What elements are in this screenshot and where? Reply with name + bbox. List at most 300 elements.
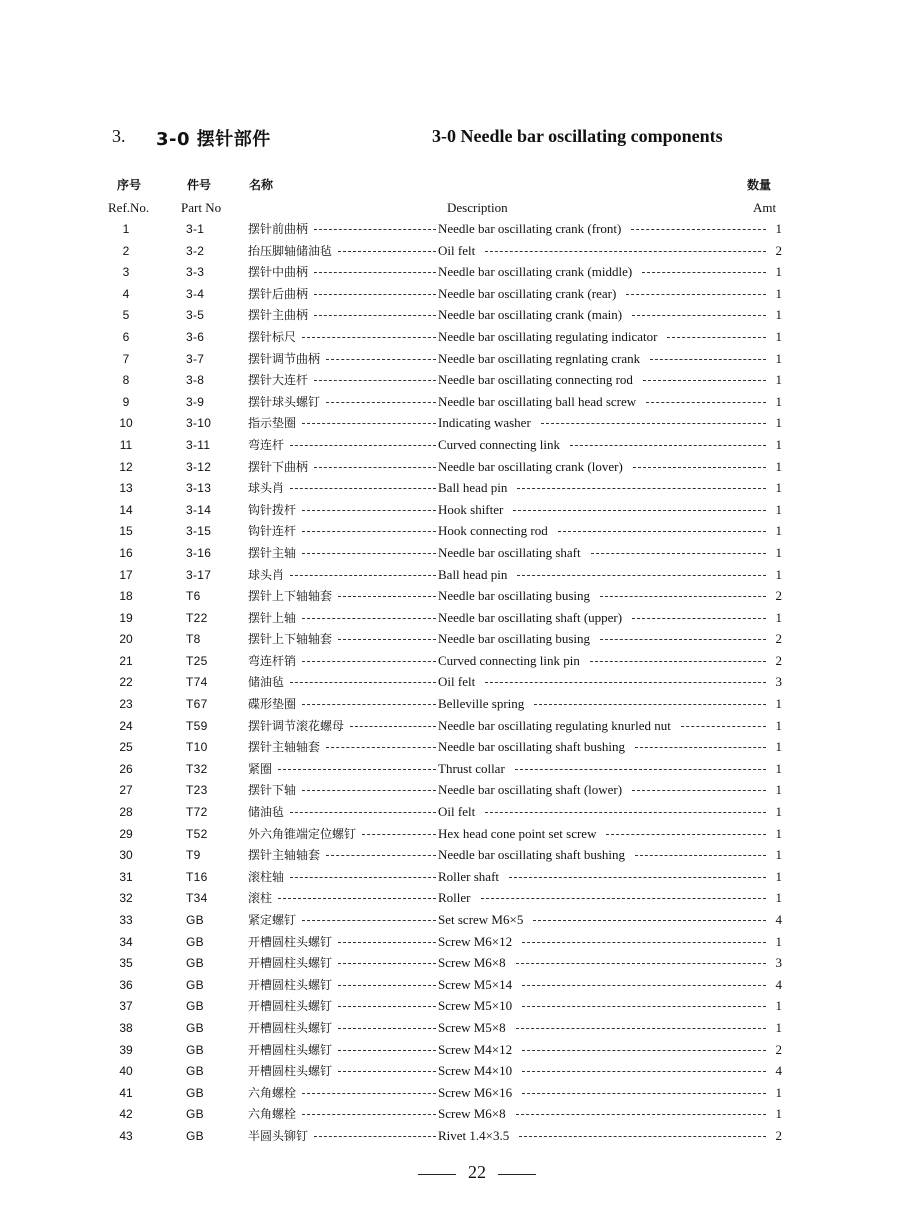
- footer-rule-right: [498, 1174, 536, 1175]
- table-row: [0, 327, 900, 349]
- part-no-cell: T23: [186, 783, 208, 798]
- amount-cell: 1: [775, 933, 782, 949]
- amount-cell: 1: [775, 393, 782, 409]
- leader-dashes: [338, 1061, 436, 1072]
- ref-cell: 14: [119, 502, 133, 517]
- ref-cell: 36: [119, 977, 133, 992]
- leader-dashes: [302, 651, 436, 662]
- leader-dashes: [326, 349, 436, 360]
- ref-cell: 15: [119, 524, 133, 539]
- description-cell: Curved connecting link pin: [438, 652, 580, 668]
- english-title: 3-0 Needle bar oscillating components: [432, 126, 723, 146]
- description-cell: Needle bar oscillating shaft bushing: [438, 739, 626, 755]
- leader-dashes: [338, 953, 436, 964]
- name-cn-cell: 抬压脚轴储油毡: [248, 243, 333, 258]
- page-number: 22: [468, 1162, 486, 1182]
- part-no-cell: GB: [186, 1128, 204, 1143]
- ref-cell: 10: [119, 416, 133, 431]
- description-cell: Needle bar oscillating regulating knurled nut: [438, 717, 671, 733]
- leader-dashes: [314, 305, 436, 316]
- name-cn-cell: 开槽圆柱头螺钉: [248, 956, 333, 971]
- description-cell: Needle bar oscillating connecting rod: [438, 372, 633, 388]
- description-cell: Needle bar oscillating busing: [438, 631, 590, 647]
- leader-dashes: [302, 413, 436, 424]
- leader-dashes: [517, 565, 766, 576]
- description-cell: Needle bar oscillating crank (front): [438, 221, 622, 236]
- part-no-cell: GB: [186, 1042, 204, 1057]
- leader-dashes: [278, 759, 436, 770]
- name-cn-cell: 开槽圆柱头螺钉: [248, 977, 333, 992]
- leader-dashes: [314, 284, 436, 295]
- leader-dashes: [290, 565, 436, 576]
- part-no-cell: T25: [186, 653, 208, 668]
- ref-cell: 35: [119, 956, 133, 971]
- amount-cell: 2: [775, 588, 782, 604]
- description-cell: Needle bar oscillating busing: [438, 588, 590, 604]
- part-no-cell: 3-3: [186, 265, 205, 280]
- ref-cell: 37: [119, 999, 133, 1014]
- leader-dashes: [326, 845, 436, 856]
- ref-cell: 13: [119, 481, 133, 496]
- part-no-cell: 3-1: [186, 222, 205, 236]
- ref-cell: 18: [119, 589, 133, 604]
- name-cn-cell: 摆针主轴轴套: [248, 740, 321, 755]
- part-no-cell: T74: [186, 675, 208, 690]
- leader-dashes: [302, 910, 436, 921]
- leader-dashes: [516, 1104, 766, 1115]
- amount-cell: 1: [775, 782, 782, 798]
- amount-cell: 2: [775, 631, 782, 647]
- name-cn-cell: 碟形垫圈: [248, 697, 297, 712]
- leader-dashes: [338, 975, 436, 986]
- leader-dashes: [533, 910, 766, 921]
- leader-dashes: [522, 975, 766, 986]
- name-cn-cell: 摆针前曲柄: [248, 222, 309, 236]
- ref-cell: 41: [119, 1085, 133, 1100]
- leader-dashes: [667, 327, 766, 338]
- description-cell: Needle bar oscillating shaft (upper): [438, 609, 623, 625]
- table-row: [0, 802, 900, 824]
- leader-dashes: [517, 478, 766, 489]
- name-cn-cell: 摆针主轴: [248, 545, 297, 560]
- amount-cell: 2: [775, 652, 782, 668]
- leader-dashes: [338, 629, 436, 640]
- table-row: [0, 500, 900, 522]
- leader-dashes: [600, 586, 766, 597]
- table-row: [0, 543, 900, 565]
- leader-dashes: [626, 284, 766, 295]
- leader-dashes: [590, 651, 766, 662]
- part-no-cell: T32: [186, 761, 208, 776]
- ref-cell: 23: [119, 697, 133, 712]
- part-header-cn: 件号: [187, 178, 212, 192]
- amount-cell: 1: [775, 480, 782, 496]
- amount-cell: 4: [775, 976, 782, 992]
- amount-cell: 1: [775, 307, 782, 323]
- leader-dashes: [350, 716, 436, 727]
- name-header-cn: 名称: [249, 178, 274, 192]
- part-no-cell: GB: [186, 977, 204, 992]
- part-no-cell: 3-5: [186, 308, 205, 323]
- amount-cell: 1: [775, 328, 782, 344]
- ref-cell: 40: [119, 1064, 133, 1079]
- ref-cell: 19: [119, 610, 133, 625]
- name-cn-cell: 开槽圆柱头螺钉: [248, 934, 333, 949]
- leader-dashes: [302, 500, 436, 511]
- part-no-cell: 3-15: [186, 524, 212, 539]
- description-cell: Needle bar oscillating regulating indicator: [438, 328, 658, 344]
- amount-cell: 1: [775, 285, 782, 301]
- name-cn-cell: 球头肖: [248, 481, 285, 496]
- ref-cell: 30: [119, 848, 133, 863]
- leader-dashes: [314, 1126, 436, 1137]
- ref-cell: 1: [122, 222, 130, 236]
- name-cn-cell: 摆针中曲柄: [248, 265, 309, 280]
- table-row: [0, 824, 900, 846]
- leader-dashes: [681, 716, 766, 727]
- table-row: [0, 521, 900, 543]
- leader-dashes: [326, 737, 436, 748]
- part-no-cell: 3-11: [186, 437, 211, 452]
- part-no-cell: T52: [186, 826, 208, 841]
- amount-cell: 1: [775, 1084, 782, 1100]
- description-cell: Curved connecting link: [438, 436, 561, 452]
- table-row: [0, 370, 900, 392]
- table-row: [0, 241, 900, 263]
- description-cell: Needle bar oscillating regnlating crank: [438, 350, 641, 366]
- name-cn-cell: 摆针上下轴轴套: [248, 632, 333, 647]
- leader-dashes: [650, 349, 766, 360]
- description-cell: Oil felt: [438, 804, 476, 820]
- table-row: [0, 651, 900, 673]
- ref-cell: 33: [119, 913, 133, 927]
- name-cn-cell: 开槽圆柱头螺钉: [248, 1064, 333, 1079]
- leader-dashes: [522, 1083, 766, 1094]
- leader-dashes: [338, 996, 436, 1007]
- table-row: [0, 435, 900, 457]
- ref-cell: 25: [119, 740, 133, 755]
- ref-cell: 42: [119, 1107, 133, 1122]
- ref-cell: 16: [119, 545, 133, 560]
- leader-dashes: [515, 759, 766, 770]
- part-no-cell: 3-12: [186, 459, 212, 474]
- table-row: [0, 953, 900, 975]
- table-row: [0, 694, 900, 716]
- leader-dashes: [632, 305, 766, 316]
- ref-cell: 21: [119, 653, 133, 668]
- name-cn-cell: 摆针主轴轴套: [248, 848, 321, 863]
- amount-cell: 1: [775, 739, 782, 755]
- leader-dashes: [522, 932, 766, 943]
- table-row: [0, 932, 900, 954]
- part-no-cell: GB: [186, 1085, 204, 1100]
- name-cn-cell: 滚柱轴: [248, 869, 285, 884]
- part-no-cell: T72: [186, 805, 208, 820]
- page-footer: [0, 1162, 900, 1186]
- name-cn-cell: 摆针主曲柄: [248, 308, 309, 323]
- leader-dashes: [338, 1018, 436, 1029]
- ref-cell: 5: [122, 308, 130, 323]
- leader-dashes: [519, 1126, 766, 1137]
- name-cn-cell: 储油毡: [248, 805, 285, 820]
- name-cn-cell: 开槽圆柱头螺钉: [248, 999, 333, 1014]
- table-row: [0, 672, 900, 694]
- description-cell: Rivet 1.4×3.5: [438, 1127, 510, 1143]
- description-cell: Screw M5×8: [438, 1019, 506, 1035]
- ref-cell: 9: [122, 394, 130, 409]
- amount-cell: 1: [775, 890, 782, 906]
- name-cn-cell: 开槽圆柱头螺钉: [248, 1042, 333, 1057]
- leader-dashes: [485, 802, 766, 813]
- part-no-cell: 3-6: [186, 329, 205, 344]
- name-cn-cell: 弯连杆: [248, 437, 285, 452]
- part-no-cell: 3-4: [186, 286, 205, 301]
- amount-cell: 1: [775, 501, 782, 517]
- amount-cell: 2: [775, 242, 782, 258]
- section-heading: [0, 124, 900, 150]
- amount-cell: 1: [775, 523, 782, 539]
- leader-dashes: [481, 888, 766, 899]
- description-cell: Hook connecting rod: [438, 523, 548, 539]
- leader-dashes: [600, 629, 766, 640]
- part-no-cell: 3-16: [186, 545, 212, 560]
- amount-cell: 3: [775, 674, 782, 690]
- description-cell: Needle bar oscillating crank (main): [438, 307, 623, 323]
- amount-cell: 4: [775, 1063, 782, 1079]
- description-cell: Oil felt: [438, 242, 476, 258]
- part-no-cell: T16: [186, 869, 208, 884]
- ref-cell: 11: [119, 437, 133, 452]
- table-row: [0, 219, 900, 241]
- ref-cell: 32: [119, 891, 133, 906]
- leader-dashes: [302, 327, 436, 338]
- name-cn-cell: 球头肖: [248, 567, 285, 582]
- part-no-cell: 3-2: [186, 243, 205, 258]
- description-cell: Screw M5×14: [438, 976, 513, 992]
- leader-dashes: [631, 219, 766, 230]
- description-cell: Screw M6×8: [438, 1106, 506, 1122]
- amount-cell: 1: [775, 372, 782, 388]
- leader-dashes: [338, 1040, 436, 1051]
- part-no-cell: T6: [186, 589, 201, 604]
- ref-cell: 3: [122, 265, 130, 280]
- part-no-cell: T67: [186, 697, 208, 712]
- section-number: 3.: [112, 126, 126, 146]
- leader-dashes: [302, 543, 436, 554]
- amount-cell: 1: [775, 717, 782, 733]
- leader-dashes: [558, 521, 766, 532]
- amount-cell: 1: [775, 696, 782, 712]
- description-cell: Needle bar oscillating shaft bushing: [438, 847, 626, 863]
- ref-cell: 7: [122, 351, 130, 366]
- ref-cell: 4: [122, 286, 130, 301]
- description-cell: Needle bar oscillating crank (middle): [438, 264, 633, 280]
- table-row: [0, 349, 900, 371]
- ref-cell: 34: [119, 934, 133, 949]
- name-cn-cell: 摆针下轴: [248, 783, 297, 798]
- name-cn-cell: 摆针后曲柄: [248, 286, 309, 301]
- part-no-cell: T10: [186, 740, 208, 755]
- desc-header-en: Description: [447, 200, 508, 215]
- part-no-cell: T8: [186, 632, 201, 647]
- amount-cell: 1: [775, 760, 782, 776]
- amount-cell: 1: [775, 847, 782, 863]
- amount-cell: 1: [775, 1106, 782, 1122]
- name-cn-cell: 六角螺栓: [248, 1107, 297, 1122]
- leader-dashes: [513, 500, 766, 511]
- table-row: [0, 586, 900, 608]
- leader-dashes: [314, 262, 436, 273]
- part-no-cell: T22: [186, 610, 208, 625]
- ref-cell: 31: [119, 869, 133, 884]
- name-cn-cell: 储油毡: [248, 675, 285, 690]
- description-cell: Thrust collar: [438, 760, 505, 776]
- leader-dashes: [362, 824, 436, 835]
- part-no-cell: 3-17: [186, 567, 212, 582]
- table-row: [0, 759, 900, 781]
- part-no-cell: 3-9: [186, 394, 205, 409]
- amount-cell: 1: [775, 221, 782, 236]
- description-cell: Roller: [438, 890, 471, 906]
- description-cell: Ball head pin: [438, 480, 508, 496]
- amount-cell: 1: [775, 544, 782, 560]
- description-cell: Needle bar oscillating crank (rear): [438, 285, 617, 301]
- parts-list: [0, 219, 900, 1148]
- description-cell: Belleville spring: [438, 696, 525, 712]
- amount-cell: 1: [775, 868, 782, 884]
- amount-cell: 1: [775, 566, 782, 582]
- leader-dashes: [485, 241, 766, 252]
- ref-cell: 26: [119, 761, 133, 776]
- part-no-cell: 3-13: [186, 481, 212, 496]
- leader-dashes: [338, 241, 436, 252]
- amount-cell: 4: [775, 912, 782, 927]
- leader-dashes: [302, 780, 436, 791]
- description-cell: Screw M6×16: [438, 1084, 513, 1100]
- leader-dashes: [485, 672, 766, 683]
- table-row: [0, 975, 900, 997]
- table-row: [0, 716, 900, 738]
- ref-cell: 24: [119, 718, 133, 733]
- leader-dashes: [326, 392, 436, 403]
- description-cell: Oil felt: [438, 674, 476, 690]
- leader-dashes: [541, 413, 766, 424]
- description-cell: Screw M5×10: [438, 998, 513, 1014]
- leader-dashes: [522, 1040, 766, 1051]
- description-cell: Hex head cone point set screw: [438, 825, 597, 841]
- description-cell: Ball head pin: [438, 566, 508, 582]
- amount-cell: 1: [775, 264, 782, 280]
- part-no-cell: GB: [186, 913, 204, 927]
- amount-cell: 1: [775, 804, 782, 820]
- part-no-cell: GB: [186, 1064, 204, 1079]
- leader-dashes: [570, 435, 766, 446]
- leader-dashes: [632, 780, 766, 791]
- leader-dashes: [643, 370, 766, 381]
- ref-cell: 27: [119, 783, 133, 798]
- name-cn-cell: 钩针连杆: [248, 524, 297, 539]
- ref-header-en: Ref.No.: [108, 200, 150, 215]
- part-header-en: Part No: [181, 200, 222, 215]
- amount-cell: 2: [775, 1041, 782, 1057]
- name-cn-cell: 摆针上轴: [248, 610, 297, 625]
- table-row: [0, 1083, 900, 1105]
- description-cell: Screw M6×12: [438, 933, 513, 949]
- leader-dashes: [302, 1104, 436, 1115]
- name-cn-cell: 钩针拨杆: [248, 502, 297, 517]
- description-cell: Needle bar oscillating crank (lover): [438, 458, 623, 474]
- description-cell: Roller shaft: [438, 868, 500, 884]
- leader-dashes: [646, 392, 766, 403]
- name-cn-cell: 指示垫圈: [248, 416, 297, 431]
- ref-cell: 39: [119, 1042, 133, 1057]
- leader-dashes: [290, 867, 436, 878]
- description-cell: Screw M4×10: [438, 1063, 513, 1079]
- part-no-cell: T34: [186, 891, 208, 906]
- amount-cell: 1: [775, 1019, 782, 1035]
- leader-dashes: [290, 802, 436, 813]
- part-no-cell: GB: [186, 934, 204, 949]
- table-row: [0, 608, 900, 630]
- leader-dashes: [509, 867, 766, 878]
- table-row: [0, 478, 900, 500]
- table-row: [0, 780, 900, 802]
- leader-dashes: [314, 370, 436, 381]
- table-row: [0, 1126, 900, 1148]
- part-no-cell: GB: [186, 999, 204, 1014]
- leader-dashes: [338, 932, 436, 943]
- leader-dashes: [591, 543, 766, 554]
- leader-dashes: [516, 1018, 766, 1029]
- leader-dashes: [302, 608, 436, 619]
- ref-cell: 20: [119, 632, 133, 647]
- table-row: [0, 888, 900, 910]
- name-cn-cell: 外六角锥端定位螺钉: [248, 826, 357, 841]
- amount-cell: 1: [775, 825, 782, 841]
- leader-dashes: [522, 1061, 766, 1072]
- ref-cell: 17: [119, 567, 133, 582]
- name-cn-cell: 紧圈: [248, 761, 273, 776]
- leader-dashes: [606, 824, 766, 835]
- leader-dashes: [290, 435, 436, 446]
- ref-cell: 43: [119, 1128, 133, 1143]
- leader-dashes: [290, 478, 436, 489]
- part-no-cell: GB: [186, 956, 204, 971]
- table-row: [0, 1018, 900, 1040]
- ref-cell: 29: [119, 826, 133, 841]
- name-cn-cell: 滚柱: [248, 891, 273, 906]
- amount-cell: 1: [775, 609, 782, 625]
- description-cell: Set screw M6×5: [438, 912, 524, 927]
- table-row: [0, 1104, 900, 1126]
- amount-cell: 1: [775, 415, 782, 431]
- table-row: [0, 392, 900, 414]
- table-row: [0, 737, 900, 759]
- name-cn-cell: 六角螺栓: [248, 1085, 297, 1100]
- amt-header-cn: 数量: [747, 178, 772, 192]
- description-cell: Screw M6×8: [438, 955, 506, 971]
- leader-dashes: [633, 457, 766, 468]
- leader-dashes: [338, 586, 436, 597]
- description-cell: Needle bar oscillating shaft: [438, 544, 581, 560]
- table-row: [0, 845, 900, 867]
- leader-dashes: [302, 694, 436, 705]
- table-row: [0, 565, 900, 587]
- description-cell: Hook shifter: [438, 501, 504, 517]
- ref-cell: 28: [119, 805, 133, 820]
- part-no-cell: 3-7: [186, 351, 205, 366]
- table-row: [0, 305, 900, 327]
